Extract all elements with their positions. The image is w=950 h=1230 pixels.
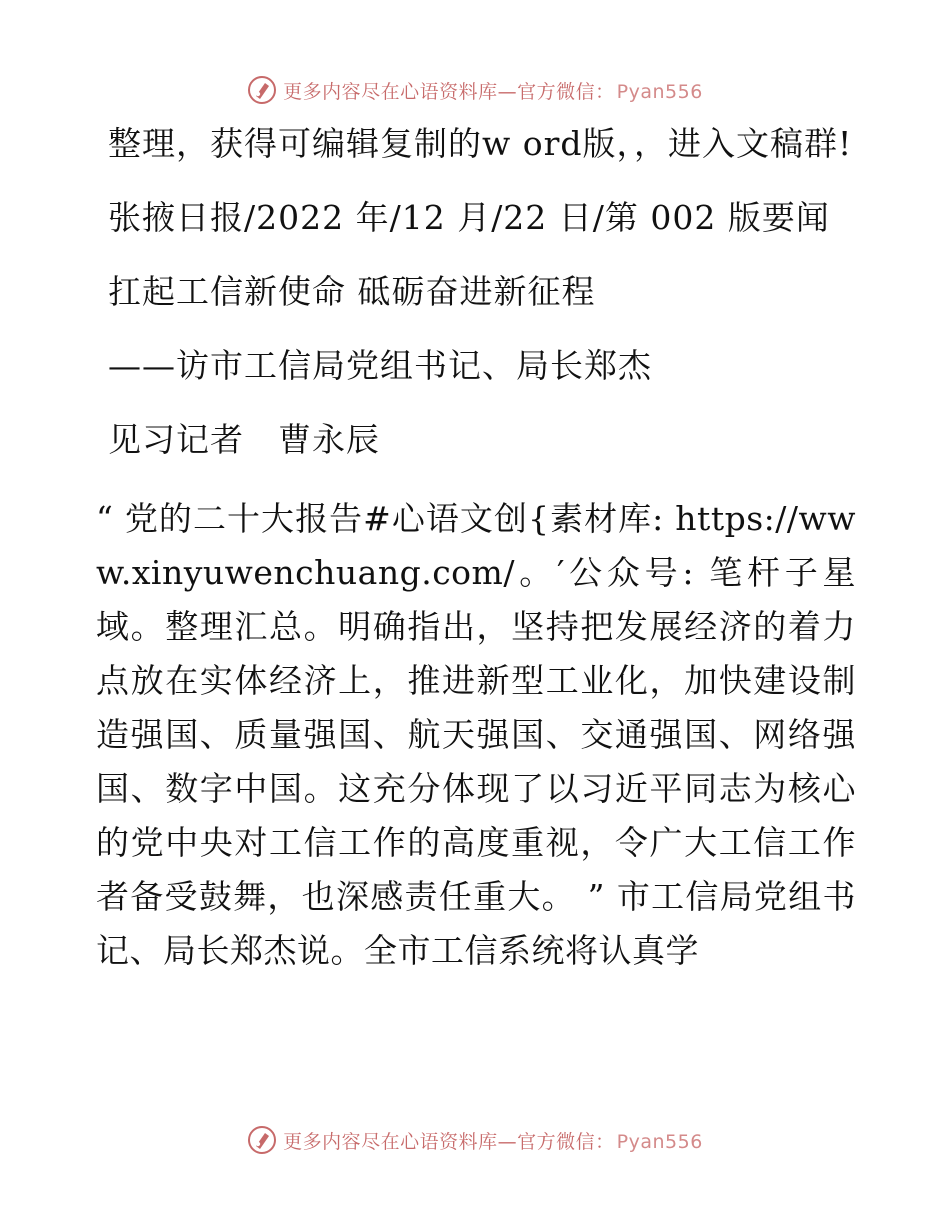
document-body (96, 122, 856, 978)
headline: 扛起工信新使命 砥砺奋进新征程 (108, 272, 596, 311)
pen-nib-icon (247, 75, 277, 105)
watermark-text: 更多内容尽在心语资料库—官方微信： Pyan556 (283, 80, 703, 103)
watermark-id: Pyan556 (616, 1130, 703, 1153)
watermark-id: Pyan556 (616, 80, 703, 103)
watermark-footer (0, 1120, 950, 1160)
pen-nib-icon (247, 1125, 277, 1155)
watermark-text: 更多内容尽在心语资料库—官方微信： Pyan556 (283, 1130, 703, 1153)
subheadline: ——访市工信局党组书记、局长郑杰 (108, 346, 652, 385)
watermark-header (0, 70, 950, 110)
intro-text: 整理，获得可编辑复制的w ord版，，进入文稿群! (108, 124, 853, 163)
source-line: 张掖日报/2022 年/12 月/22 日/第 002 版要闻 (108, 198, 830, 237)
body-paragraph: “ 党的二十大报告#心语文创{素材库: https://www.xinyuwenchuang.com/。′公众号: 笔杆子星域。整理汇总。明确指出，坚持把发展经济的着力点放在实体经济上，推进新型工业化，加快建设制造强国、质量强国、航天强国、交通强国、网络强国、数字中国。这充分体现了以习近平同志为核心的党中央对工信工作的高度重视，令广大工信工作者备受鼓舞，也深感责任重大。 ” 市工信局党组书记、局长郑杰说。全市工信系统将认真学 (96, 499, 856, 970)
byline: 见习记者 曹永辰 (108, 420, 380, 459)
